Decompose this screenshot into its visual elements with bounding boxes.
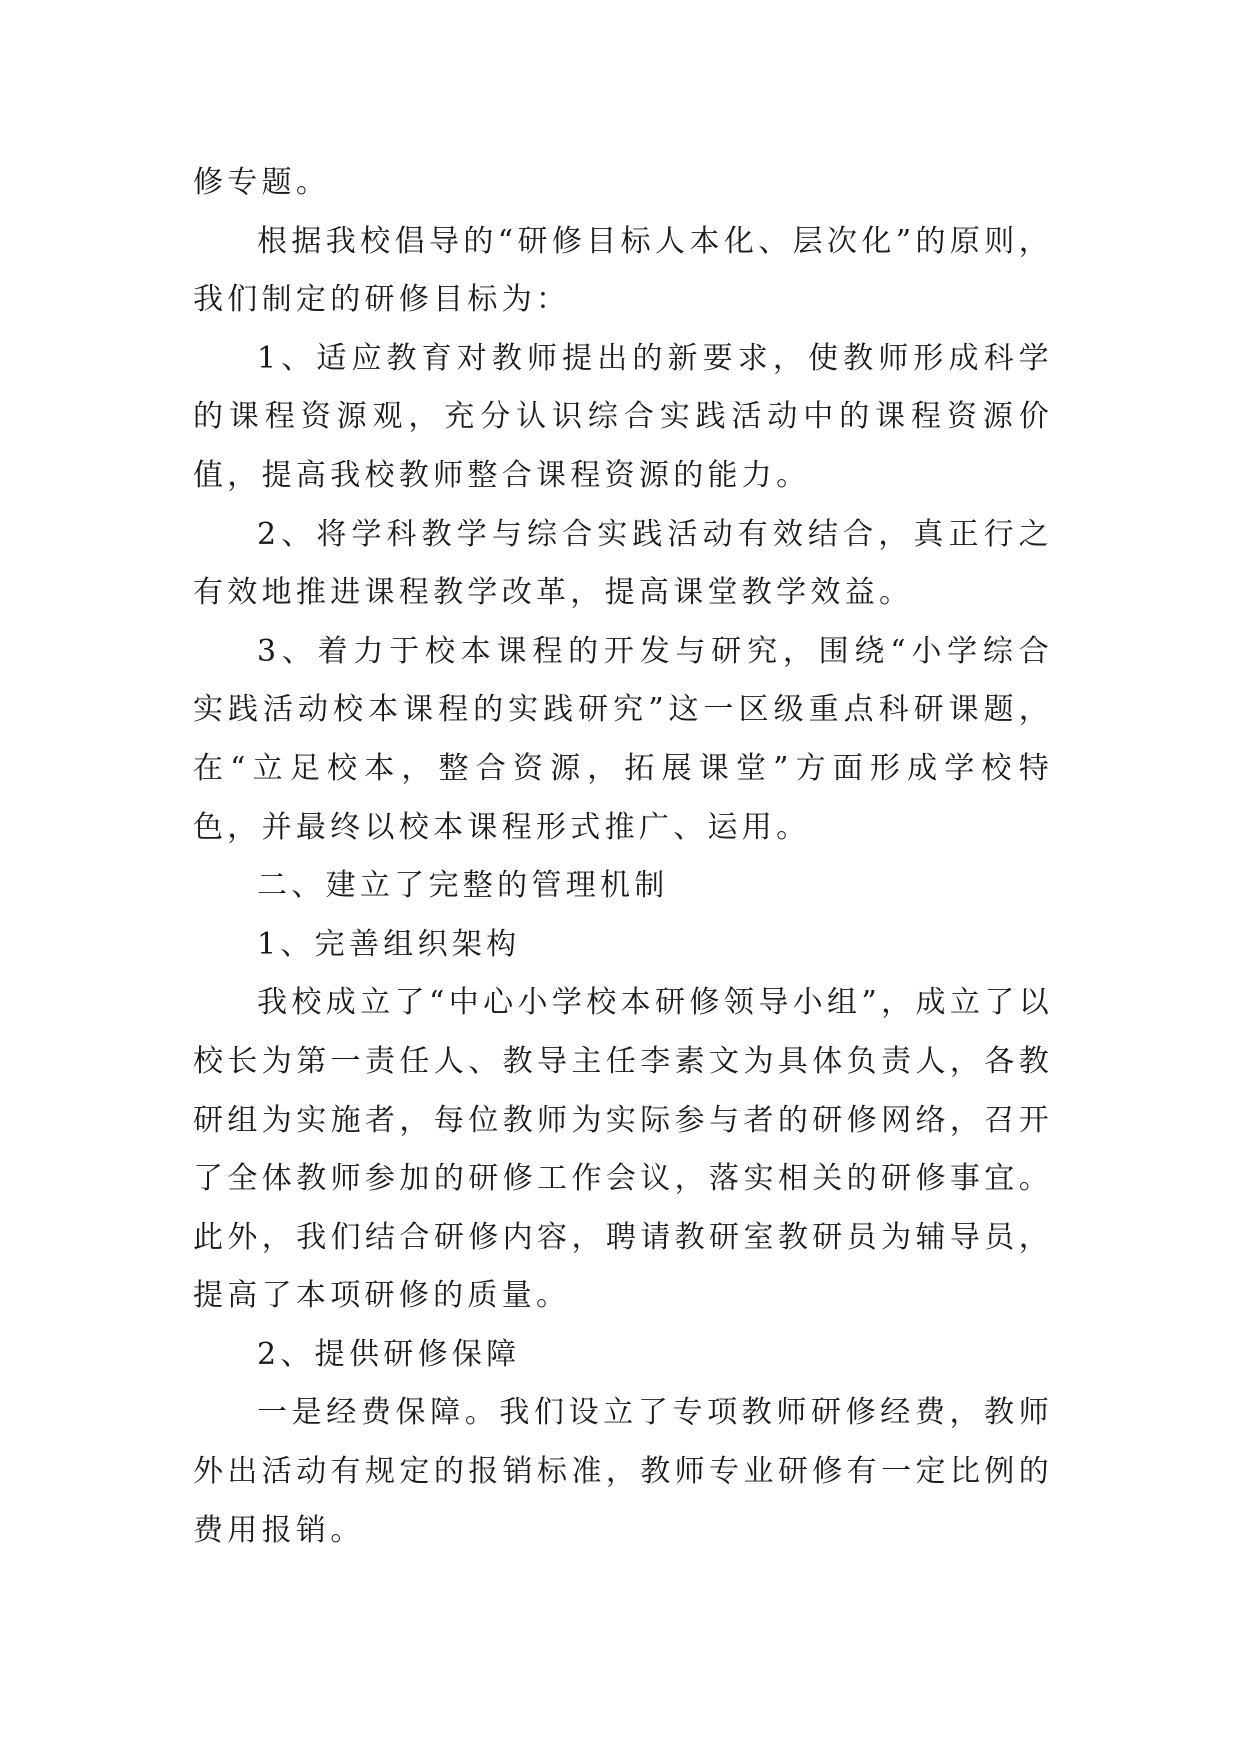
paragraph-organization: 我校成立了“中心小学校本研修领导小组”，成立了以校长为第一责任人、教导主任李素文为具体负责人，各教研组为实施者，每位教师为实际参与者的研修网络，召开了全体教师参加的研修工作会议，落实相关的研修事宜。此外，我们结合研修内容，聘请教研室教研员为辅导员，提高了本项研修的质量。 xyxy=(193,985,1053,1314)
subheading-guarantee: 2、提供研修保障 xyxy=(257,1336,521,1372)
document-body xyxy=(193,154,1053,1560)
section-heading-management: 二、建立了完整的管理机制 xyxy=(257,868,669,904)
paragraph-funding: 一是经费保障。我们设立了专项教师研修经费，教师外出活动有规定的报销标准，教师专业研修有一定比例的费用报销。 xyxy=(193,1395,1053,1548)
paragraph-goal-2: 2、将学科教学与综合实践活动有效结合，真正行之有效地推进课程教学改革，提高课堂教学效益。 xyxy=(193,516,1053,611)
subheading-organization: 1、完善组织架构 xyxy=(257,926,521,962)
paragraph-continuation: 修专题。 xyxy=(193,165,331,200)
paragraph-goal-1: 1、适应教育对教师提出的新要求，使教师形成科学的课程资源观，充分认识综合实践活动中的课程资源价值，提高我校教师整合课程资源的能力。 xyxy=(193,340,1053,493)
paragraph-goal-intro: 根据我校倡导的“研修目标人本化、层次化”的原则，我们制定的研修目标为： xyxy=(193,223,1053,318)
paragraph-goal-3: 3、着力于校本课程的开发与研究，围绕“小学综合实践活动校本课程的实践研究”这一区级重点科研课题，在“立足校本，整合资源，拓展课堂”方面形成学校特色，并最终以校本课程形式推广、运用。 xyxy=(193,633,1053,845)
